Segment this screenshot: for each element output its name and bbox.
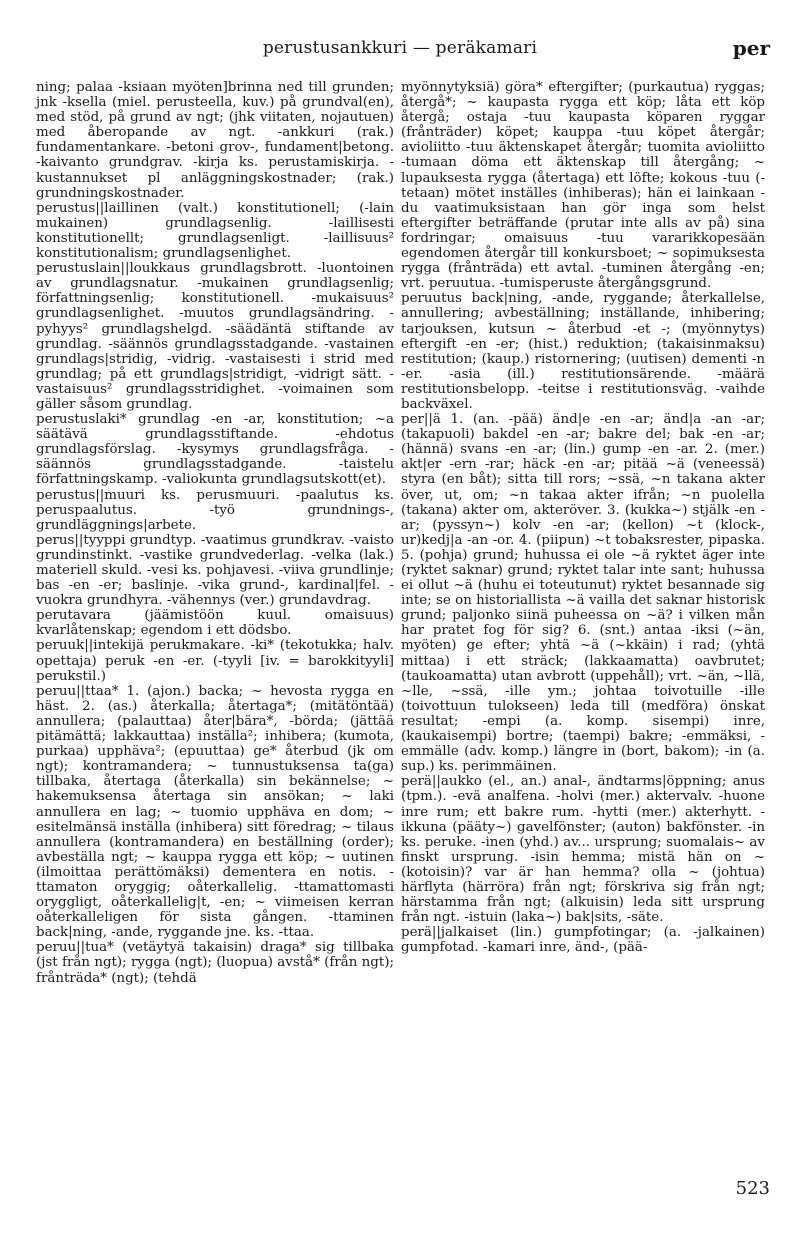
- entry-paragraph: peruu||ttaa* 1. (ajon.) backa; ~ hevosta rygga en häst. 2. (as.) återkalla; återtaga*; (mitätöntää) annullera; (palauttaa) åter|bära*, -börda; (jättää pitämättä; lakkauttaa) inställa²; inhibera; (kumota, purkaa) upphäva²; (epuuttaa) ge* återbud (jk om ngt); kontramandera; ~ tunnustuksensa ta(ga) tillbaka, återtaga (återkalla) sin bekännelse; ~ hakemuksensa återtaga sin ansökan; ~ laki annullera en lag; ~ tuomio upphäva en dom; ~ esitelmänsä inställa (inhibera) sitt föredrag; ~ tilaus annullera (kontramandera) en beställning (order); avbeställa ngt; ~ kauppa rygga ett köp; ~ uutinen (ilmoittaa perättömäksi) dementera en notis. -ttamaton oryggig; oåterkallelig. -ttamattomasti oryggligt, oåterkallelig|t, -en; ~ viimeisen kerran oåterkalleligen för sista gången. -ttaminen back|ning, -ande, ryggande jne. ks. -ttaa.: [36, 683, 394, 941]
- entry-paragraph: peruu||tua* (vetäytyä takaisin) draga* sig tillbaka (jst från ngt); rygga (ngt); (luopua) avstå* (från ngt); frånträda* (ngt); (tehdä: [36, 940, 394, 986]
- running-header: perustusankkuri — peräkamari: [262, 38, 538, 58]
- entry-paragraph: myönnytyksiä) göra* eftergifter; (purkautua) ryggas; återgå*; ~ kaupasta rygga ett köp; låta ett köp återgå; ostaja -tuu kaupasta köparen ryggar (frånträder) köpet; kauppa -tuu köpet återgår; avioliitto -tuu äktenskapet återgår; tuomita avioliitto -tumaan döma ett äktenskap till återgång; ~ lupauksesta rygga (återtaga) ett löfte; kokous -tuu (-tetaan) mötet inställes (inhiberas); hän ei lainkaan -du vaatimuksistaan han gör inga som helst eftergifter beträffande (prutar inte alls av på) sina fordringar; omaisuus -tuu vararikkopesään egendomen återgår till konkursboet; ~ sopimuksesta rygga (frånträda) ett avtal. -tuminen återgång -en; vrt. peruutua. -tumisperuste återgångsgrund.: [401, 80, 765, 292]
- entry-paragraph: perä||aukko (el., an.) anal-, ändtarms|öppning; anus (tpm.). -evä analfena. -holvi (mer.) aktervalv. -huone inre rum; ett bakre rum. -hytti (mer.) akterhytt. -ikkuna (pääty~) gavelfönster; (auton) bakfönster. -in ks. peruke. -inen (yhd.) av... ursprung; suomalais~ av finskt ursprung. -isin hemma; mistä hän on ~ (kotoisin)? var är han hemma? olla ~ (johtua) härflyta (härröra) från ngt; förskriva sig från ngt; härstamma från ngt; (alkuisin) leda sitt ursprung från ngt. -istuin (laka~) bak|sits, -säte.: [401, 774, 765, 926]
- entry-paragraph: perustus||laillinen (valt.) konstitutionell; (-lain mukainen) grundlagsenlig. -laillisesti konstitutionellt; grundlagsenligt. -laillisuus² konstitutionalism; grundlagsenlighet.: [36, 200, 394, 262]
- right-column: [401, 80, 765, 955]
- entry-paragraph: perustuslaki* grundlag -en -ar, konstitution; ~a säätävä grundlagsstiftande. -ehdotus grundlagsförslag. -kysymys grundlagsfråga. -säännös grundlagsstadgande. -taistelu författningskamp. -valiokunta grundlagsutskott(et).: [36, 412, 394, 488]
- entry-paragraph: perustus||muuri ks. perusmuuri. -paalutus ks. peruspaalutus. -työ grundnings-, grundläggnings|arbete.: [36, 487, 394, 533]
- guide-word: per: [732, 36, 770, 60]
- entry-paragraph: perutavara (jäämistöön kuul. omaisuus) kvarlåtenskap; egendom i ett dödsbo.: [36, 608, 394, 639]
- entry-paragraph: per||ä 1. (an. -pää) änd|e -en -ar; änd|a -an -ar; (takapuoli) bakdel -en -ar; bakre del; bak -en -ar; (hännä) svans -en -ar; (lin.) gump -en -ar. 2. (mer.) akt|er -ern -rar; häck -en -ar; pitää ~ä (veneessä) styra (en båt); sitta till rors; ~ssä, ~n takana akter över, ut, om; ~n takaa akter ifrån; ~n puolella (takana) akter om, akteröver. 3. (kukka~) stjälk -en -ar; (pyssyn~) kolv -en -ar; (kellon) ~t (klock-, ur)kedj|a -an -or. 4. (piipun) ~t tobaksrester, pipaska. 5. (pohja) grund; huhussa ei ole ~ä ryktet äger inte (ryktet saknar) grund; ryktet talar inte sant; huhussa ei ollut ~ä (huhu ei toteutunut) ryktet besannade sig inte; se on historiallista ~ä vailla det saknar historisk grund; paljonko siinä puheessa on ~ä? i vilken mån har pratet fog för sig? 6. (snt.) antaa -iksi (~än, myöten) ge efter; yhtä ~ä (~kkäin) i rad; (yhtä mittaa) i ett sträck; (lakkaamatta) oavbrutet; (taukoamatta) utan avbrott (uppehåll); vrt. ~än, ~llä, ~lle, ~ssä, -ille ym.; johtaa toivotuille -ille (toivottuun tulokseen) leda till (medföra) önskat resultat; -empi (a. komp. sisempi) inre, (kaukaisempi) bortre; (taempi) bakre; -emmäksi, -emmälle (adv. komp.) längre in (bort, bakom); -in (a. sup.) ks. perimmäinen.: [401, 412, 765, 775]
- page-number: 523: [735, 1178, 770, 1199]
- entry-paragraph: perustuslain||loukkaus grundlagsbrott. -luontoinen av grundlagsnatur. -mukainen grundlagsenlig; författningsenlig; konstitutionell. -mukaisuus² grundlagsenlighet. -muutos grundlagsändring. -pyhyys² grundlagshelgd. -säädäntä stiftande av grundlag. -säännös grundlagsstadgande. -vastainen grundlags|stridig, -vidrig. -vastaisesti i strid med grundlag; på ett grundlags|stridigt, -vidrigt sätt. -vastaisuus² grundlagsstridighet. -voimainen som gäller såsom grundlag.: [36, 261, 394, 412]
- entry-paragraph: peruutus back|ning, -ande, ryggande; återkallelse, annullering; avbeställning; inställande, inhibering; tarjouksen, kutsun ~ återbud -et -; (myönnytys) eftergift -en -er; (hist.) reduktion; (takaisinmaksu) restitution; (kaup.) ristornering; (uutisen) dementi -n -er. -asia (ill.) restitutionsärende. -määrä restitutionsbelopp. -teitse i restitutionsväg. -vaihde backväxel.: [401, 291, 765, 412]
- entry-paragraph: perus||tyyppi grundtyp. -vaatimus grundkrav. -vaisto grundinstinkt. -vastike grundvederlag. -velka (lak.) materiell skuld. -vesi ks. pohjavesi. -viiva grundlinje; bas -en -er; baslinje. -vika grund-, kardinal|fel. -vuokra grundhyra. -vähennys (ver.) grundavdrag.: [36, 532, 394, 609]
- left-column: [36, 80, 394, 986]
- entry-paragraph: peruuk||intekijä perukmakare. -ki* (tekotukka; halv. opettaja) peruk -en -er. (-tyyli [iv. = barokkityyli] perukstil.): [36, 638, 394, 684]
- entry-paragraph: ning; palaa -ksiaan myöten]brinna ned till grunden; jnk -ksella (miel. perusteella, kuv.) på grundval(en), med stöd, på grund av ngt; (jhk viitaten, nojautuen) med åberopande av ngt. -ankkuri (rak.) fundamentankare. -betoni grov-, fundament|betong. -kaivanto grundgrav. -kirja ks. perustamiskirja. -kustannukset pl anläggningskostnader; (rak.) grundningskostnader.: [36, 80, 394, 201]
- entry-paragraph: perä||jalkaiset (lin.) gumpfotingar; (a. -jalkainen) gumpfotad. -kamari inre, änd-, (pää-: [401, 925, 765, 956]
